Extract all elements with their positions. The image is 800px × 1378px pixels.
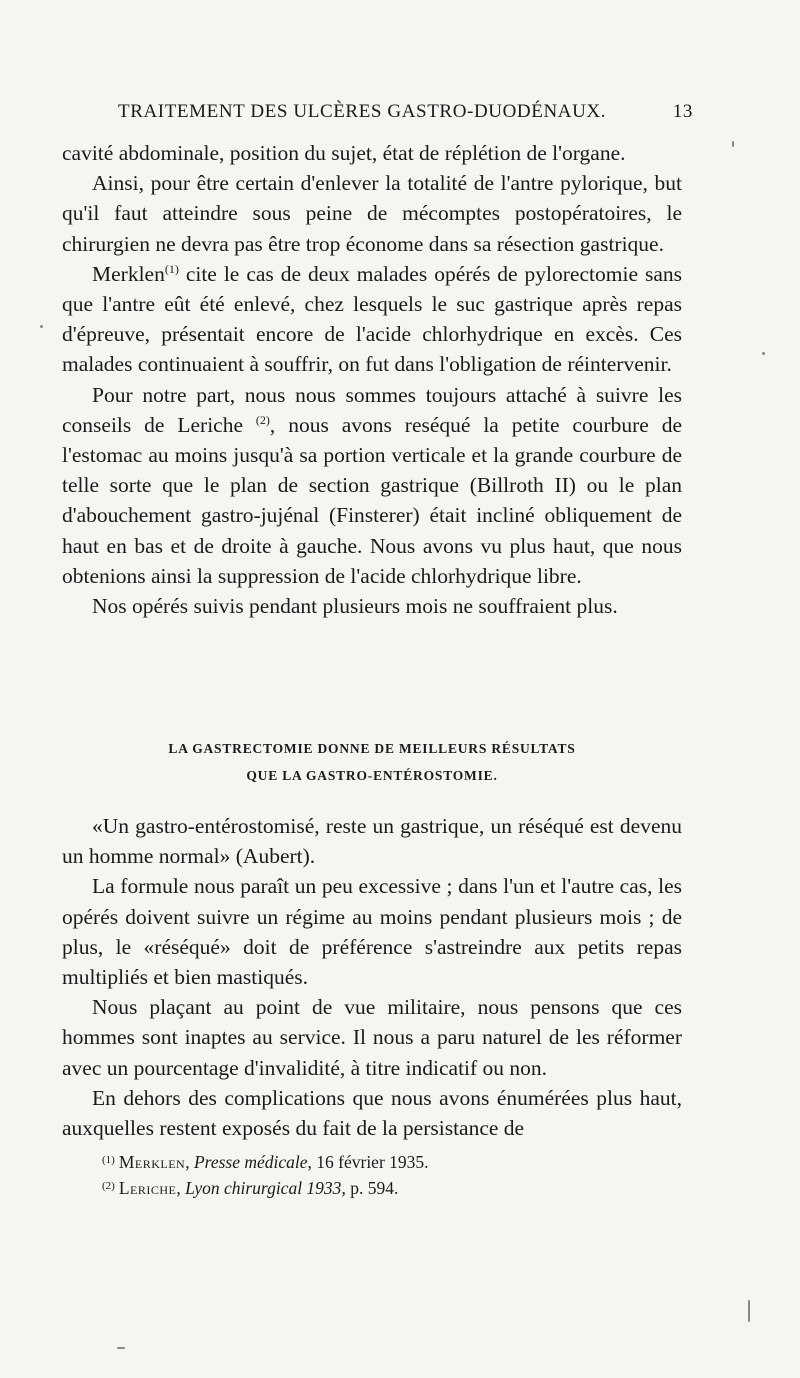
paragraph-text: , nous avons reséqué la petite courbure de l'estomac au moins jusqu'à sa portion verticale et la grande courbure de telle sorte que le plan de section gastrique (Billroth II) ou le plan d'abouchement gastro-jujénal (Finsterer) était incliné obliquement de haut en bas et de droite à gauche. Nous avons vu plus haut, que nous obtenions ainsi la suppression de l'acide chlorhydrique libre. — [62, 412, 683, 588]
page-number: 13 — [672, 101, 693, 122]
paragraph: En dehors des complications que nous avons énumérées plus haut, auxquelles restent exposés du fait de la persistance de — [62, 1085, 682, 1141]
scan-speck — [117, 1347, 125, 1349]
paragraph: Nos opérés suivis pendant plusieurs mois ne souffraient plus. — [92, 594, 618, 619]
section-heading-line: LA GASTRECTOMIE DONNE DE MEILLEURS RÉSULTATS — [168, 741, 576, 756]
paragraph — [62, 259, 682, 380]
paragraph: Ainsi, pour être certain d'enlever la totalité de l'antre pylorique, but qu'il faut atteindre sous peine de mécomptes postopératoires, le chirurgien ne devra pas être trop économe dans sa résection gastrique. — [62, 171, 682, 256]
scan-speck — [748, 1300, 750, 1322]
footnote — [102, 1148, 662, 1174]
scan-speck — [40, 325, 43, 328]
footnote-journal: Lyon chirurgical 1933 — [185, 1178, 342, 1198]
footnote-author: Merklen — [118, 1152, 186, 1172]
paragraph: La formule nous paraît un peu excessive ; dans l'un et l'autre cas, les opérés doivent suivre un régime au moins pendant plusieurs mois ; de plus, le «réséqué» doit de préférence s'astreindre aux petits repas multipliés et bien mastiqués. — [62, 874, 682, 990]
paragraph: «Un gastro-entérostomisé, reste un gastrique, un réséqué est devenu un homme normal» (Aubert). — [62, 814, 682, 869]
paragraph-text: Pour notre part, nous nous sommes toujours attaché à suivre les conseils de Leriche — [62, 382, 682, 437]
section-heading-line: QUE LA GASTRO-ENTÉROSTOMIE. — [246, 768, 498, 783]
footnote-separator: , — [176, 1178, 186, 1198]
footnote-details: , p. 594. — [341, 1178, 399, 1198]
footnote — [102, 1174, 662, 1200]
footnote-author: Leriche — [118, 1178, 177, 1198]
section-heading — [62, 735, 682, 789]
footnote-mark: (2) — [102, 1180, 115, 1192]
footnotes — [102, 1148, 662, 1200]
footnote-journal: Presse médicale — [193, 1152, 308, 1172]
paragraph — [62, 380, 682, 591]
footnote-reference: (2) — [255, 412, 270, 427]
footnote-reference: (1) — [164, 261, 179, 276]
main-text-bottom — [62, 811, 682, 1143]
running-title: TRAITEMENT DES ULCÈRES GASTRO-DUODÉNAUX. — [118, 101, 607, 122]
footnote-mark: (1) — [102, 1154, 115, 1166]
paragraph: cavité abdominale, position du sujet, état de réplétion de l'organe. — [62, 141, 626, 165]
scan-speck — [732, 141, 734, 147]
paragraph: Nous plaçant au point de vue militaire, nous pensons que ces hommes sont inaptes au service. Il nous a paru naturel de les réformer avec un pourcentage d'invalidité, à titre indicatif ou non. — [62, 995, 682, 1080]
main-text-top — [62, 138, 682, 621]
footnote-details: , 16 février 1935. — [307, 1152, 429, 1172]
running-header — [118, 101, 693, 129]
paragraph-text: cite le cas de deux malades opérés de pylorectomie sans que l'antre eût été enlevé, chez lesquels le suc gastrique après repas d'épreuve, présentait encore de l'acide chlorhydrique en excès. Ces malades continuaient à souffrir, on fut dans l'obligation de réintervenir. — [62, 261, 682, 377]
scan-speck — [762, 352, 765, 355]
author-name: Merklen — [92, 261, 165, 286]
footnote-separator: , — [185, 1152, 194, 1172]
